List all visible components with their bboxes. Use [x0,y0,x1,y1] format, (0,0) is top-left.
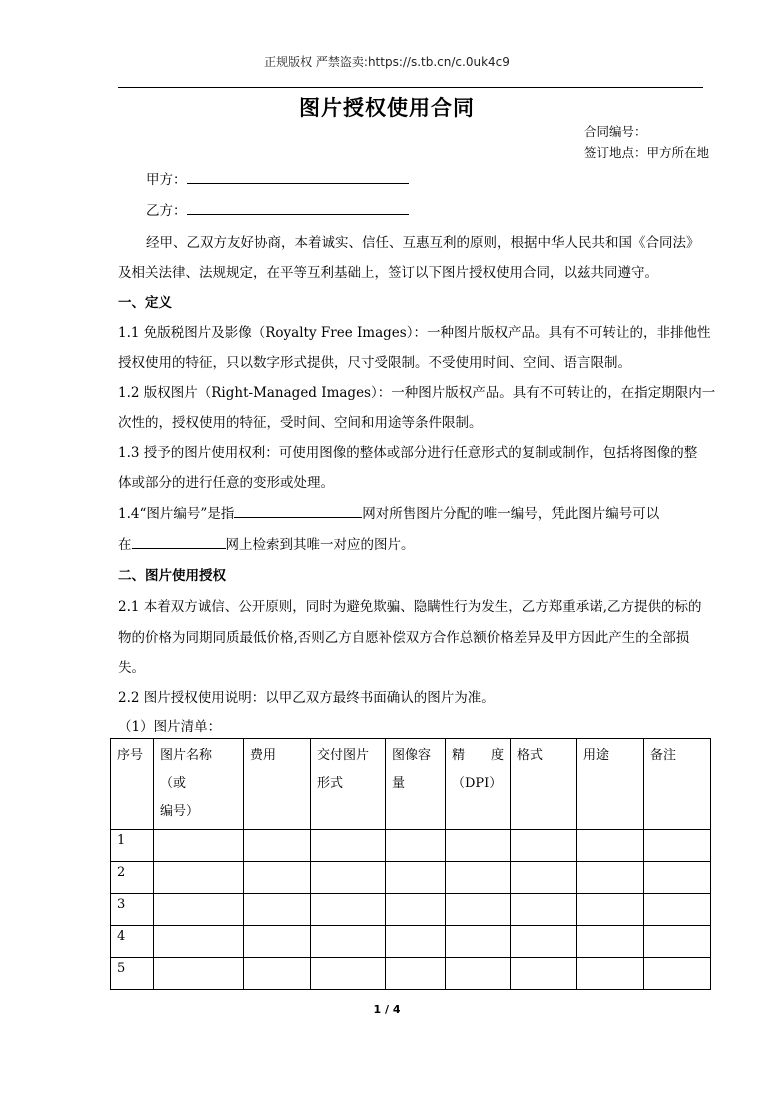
table-cell[interactable] [154,830,244,862]
table-cell[interactable] [644,830,711,862]
table-cell[interactable] [577,958,644,990]
intro-line-1: 经甲、乙双方友好协商，本着诚实、信任、互惠互利的原则，根据中华人民共和国《合同法》 [146,235,700,251]
table-cell[interactable] [511,862,577,894]
table-cell[interactable] [644,862,711,894]
header-fee: 费用 [244,739,311,830]
section-1-heading: 一、定义 [118,295,172,311]
table-row [111,926,711,958]
clause-1-4-line-1 [118,502,659,522]
table-cell[interactable] [446,894,511,926]
party-a-blank[interactable] [187,169,409,184]
table-cell[interactable] [311,830,386,862]
table-cell[interactable] [244,958,311,990]
clause-1-4-line-2 [118,533,415,553]
clause-2-1-line-3: 失。 [118,660,145,676]
picture-list-label: （1）图片清单： [118,719,222,735]
picture-list-table [110,738,711,990]
clause-1-1-line-1: 1.1 免版税图片及影像（Royalty Free Images）：一种图片版权产品。具有不可转让的，非排他性 [118,325,711,341]
table-cell[interactable] [511,926,577,958]
website-name-blank-2[interactable] [132,534,226,549]
section-2-heading: 二、图片使用授权 [118,568,226,584]
header-image-size: 图像容 量 [386,739,446,830]
table-row [111,894,711,926]
party-b-line [146,199,409,219]
party-b-label: 乙方： [146,203,187,219]
table-cell[interactable] [311,958,386,990]
table-cell[interactable] [446,926,511,958]
table-cell[interactable] [386,926,446,958]
table-cell[interactable] [511,894,577,926]
table-cell[interactable] [644,958,711,990]
table-row [111,830,711,862]
table-cell[interactable] [577,894,644,926]
clause-1-3-line-1: 1.3 授予的图片使用权利：可使用图像的整体或部分进行任意形式的复制或制作，包括将图像的整 [118,445,698,461]
header-usage: 用途 [577,739,644,830]
header-seq: 序号 [111,739,154,830]
row-number: 4 [111,926,154,958]
row-number: 2 [111,862,154,894]
table-cell[interactable] [154,926,244,958]
header-dpi: 精 度 （DPI） [446,739,511,830]
clause-2-1-line-2: 物的价格为同期同质最低价格,否则乙方自愿补偿双方合作总额价格差异及甲方因此产生的全部损 [118,630,690,646]
page-number: 1 / 4 [373,1003,401,1016]
table-cell[interactable] [386,958,446,990]
header-divider [118,87,703,88]
row-number: 3 [111,894,154,926]
table-cell[interactable] [154,862,244,894]
table-cell[interactable] [577,926,644,958]
table-cell[interactable] [446,862,511,894]
clause-1-4-text-b: 网对所售图片分配的唯一编号，凭此图片编号可以 [362,506,660,522]
sign-place-label: 签订地点：甲方所在地 [584,145,710,160]
header-remarks: 备注 [644,739,711,830]
clause-2-1-line-1: 2.1 本着双方诚信、公开原则，同时为避免欺骗、隐瞒性行为发生，乙方郑重承诺,乙方提供的标的 [118,599,702,615]
table-cell[interactable] [244,862,311,894]
table-row [111,862,711,894]
table-cell[interactable] [511,958,577,990]
clause-1-2-line-1: 1.2 版权图片（Right-Managed Images）：一种图片版权产品。具有不可转让的，在指定期限内一 [118,385,716,401]
table-cell[interactable] [644,894,711,926]
table-cell[interactable] [154,958,244,990]
header-format: 格式 [511,739,577,830]
table-header-row [111,739,711,830]
table-cell[interactable] [446,830,511,862]
clause-1-4-text-c: 在 [118,537,132,553]
table-cell[interactable] [577,862,644,894]
party-a-line [146,168,409,188]
table-cell[interactable] [386,862,446,894]
table-cell[interactable] [311,894,386,926]
clause-1-1-line-2: 授权使用的特征，只以数字形式提供，尺寸受限制。不受使用时间、空间、语言限制。 [118,355,631,371]
table-cell[interactable] [244,830,311,862]
row-number: 1 [111,830,154,862]
table-cell[interactable] [386,830,446,862]
clause-1-2-line-2: 次性的，授权使用的特征，受时间、空间和用途等条件限制。 [118,415,483,431]
table-cell[interactable] [244,926,311,958]
website-name-blank-1[interactable] [234,503,362,518]
table-cell[interactable] [244,894,311,926]
table-cell[interactable] [311,926,386,958]
clause-1-4-text-d: 网上检索到其唯一对应的图片。 [225,537,415,553]
table-cell[interactable] [577,830,644,862]
header-copyright-note: 正规版权 严禁盗卖:https://s.tb.cn/c.0uk4c9 [264,55,510,69]
table-cell[interactable] [511,830,577,862]
party-b-blank[interactable] [187,200,409,215]
table-cell[interactable] [311,862,386,894]
header-picture-name: 图片名称（或 编号） [154,739,244,830]
row-number: 5 [111,958,154,990]
clause-1-4-text-a: 1.4“图片编号”是指 [118,506,235,522]
document-title: 图片授权使用合同 [299,96,475,120]
intro-line-2: 及相关法律、法规规定，在平等互利基础上，签订以下图片授权使用合同，以兹共同遵守。 [118,265,658,281]
header-delivery-format: 交付图片 形式 [311,739,386,830]
clause-1-3-line-2: 体或部分的进行任意的变形或处理。 [118,475,334,491]
table-cell[interactable] [386,894,446,926]
table-row [111,958,711,990]
clause-2-2: 2.2 图片授权使用说明：以甲乙双方最终书面确认的图片为准。 [118,690,495,706]
table-cell[interactable] [154,894,244,926]
contract-number-label: 合同编号： [584,124,647,139]
party-a-label: 甲方： [146,172,187,188]
table-cell[interactable] [446,958,511,990]
table-cell[interactable] [644,926,711,958]
